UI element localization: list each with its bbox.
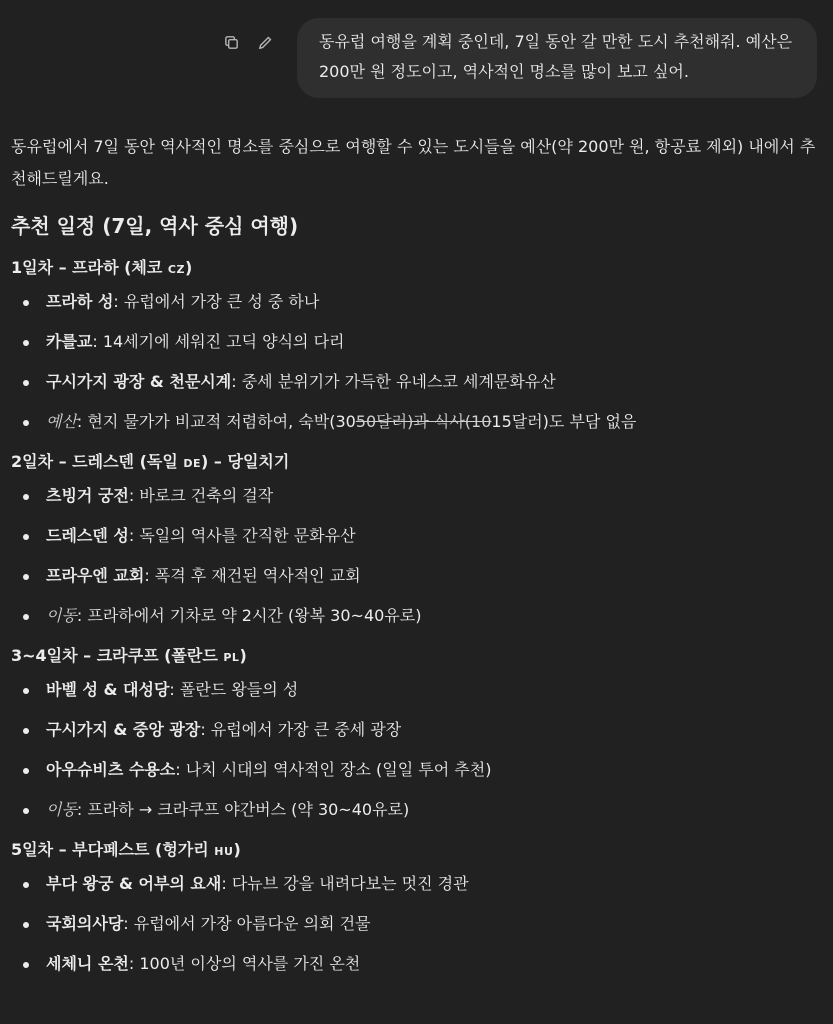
strikethrough-text: 50달러)과 식사(10 [355,412,492,431]
day-heading: 5일차 – 부다페스트 (헝가리 HU) [11,840,241,859]
list-item: 바벨 성 & 대성당: 폴란드 왕들의 성 [11,677,823,703]
day-list [11,871,823,977]
list-item: 구시가지 광장 & 천문시계: 중세 분위기가 가득한 유네스코 세계문화유산 [11,369,823,395]
list-item: 예산: 현지 물가가 비교적 저렴하여, 숙박(3050달러)과 식사(1015달러)도 부담 없음 [11,409,823,435]
edit-icon[interactable] [255,32,275,52]
list-item: 츠빙거 궁전: 바로크 건축의 걸작 [11,483,823,509]
list-item: 아우슈비츠 수용소: 나치 시대의 역사적인 장소 (일일 투어 추천) [11,757,823,783]
country-code: PL [223,651,240,664]
day-list [11,677,823,823]
user-message-actions [221,32,275,52]
list-item: 프라우엔 교회: 폭격 후 재건된 역사적인 교회 [11,563,823,589]
list-item: 구시가지 & 중앙 광장: 유럽에서 가장 큰 중세 광장 [11,717,823,743]
country-code: CZ [167,263,185,276]
assistant-message [11,131,823,991]
day-list [11,483,823,629]
list-item: 세체니 온천: 100년 이상의 역사를 가진 온천 [11,951,823,977]
country-code: HU [214,845,234,858]
list-item: 이동: 프라하 → 크라쿠프 야간버스 (약 30~40유로) [11,797,823,823]
country-code: DE [183,457,202,470]
user-message-row [221,18,817,98]
list-item: 이동: 프라하에서 기차로 약 2시간 (왕복 30~40유로) [11,603,823,629]
day-heading: 2일차 – 드레스덴 (독일 DE) – 당일치기 [11,452,290,471]
user-message-bubble: 동유럽 여행을 계획 중인데, 7일 동안 갈 만한 도시 추천해줘. 예산은 200만 원 정도이고, 역사적인 명소를 많이 보고 싶어. [297,18,817,98]
day-heading: 1일차 – 프라하 (체코 CZ) [11,258,193,277]
list-item: 드레스덴 성: 독일의 역사를 간직한 문화유산 [11,523,823,549]
list-item: 카를교: 14세기에 세워진 고딕 양식의 다리 [11,329,823,355]
itinerary-heading: 추천 일정 (7일, 역사 중심 여행) [11,214,299,238]
intro-text: 동유럽에서 7일 동안 역사적인 명소를 중심으로 여행할 수 있는 도시들을 예산(약 200만 원, 항공료 제외) 내에서 추천해드릴게요. [11,137,816,188]
list-item: 국회의사당: 유럽에서 가장 아름다운 의회 건물 [11,911,823,937]
copy-icon[interactable] [221,32,241,52]
list-item: 부다 왕궁 & 어부의 요새: 다뉴브 강을 내려다보는 멋진 경관 [11,871,823,897]
list-item: 프라하 성: 유럽에서 가장 큰 성 중 하나 [11,289,823,315]
day-heading: 3~4일차 – 크라쿠프 (폴란드 PL) [11,646,247,665]
day-list [11,289,823,435]
